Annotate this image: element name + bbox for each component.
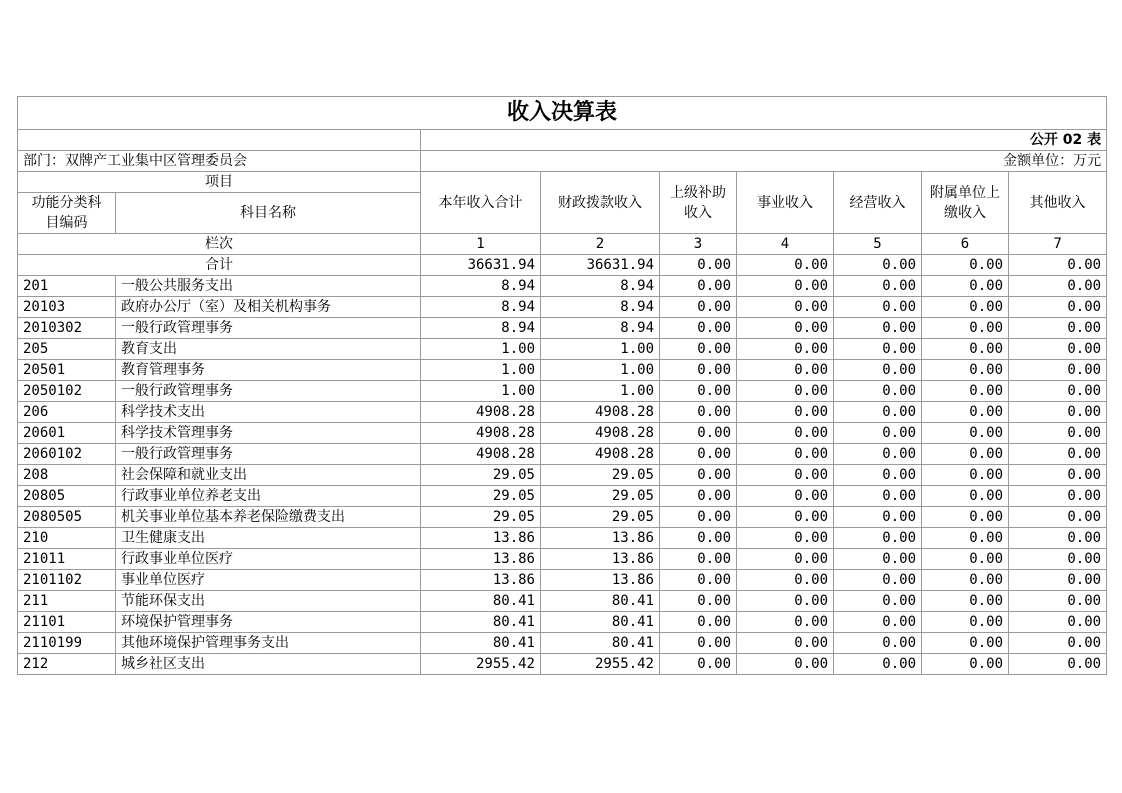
amount-cell: 29.05: [541, 486, 660, 507]
table-row: [18, 654, 1107, 675]
amount-cell: 0.00: [834, 486, 922, 507]
amount-cell: 0.00: [1009, 318, 1107, 339]
amount-cell: 0.00: [1009, 654, 1107, 675]
amount-cell: 0.00: [737, 591, 834, 612]
header-subject-name: 科目名称: [116, 193, 421, 234]
amount-cell: 13.86: [541, 549, 660, 570]
func-code-cell: 20601: [18, 423, 116, 444]
amount-cell: 0.00: [922, 318, 1009, 339]
func-code-cell: 20103: [18, 297, 116, 318]
amount-cell: 0.00: [660, 423, 737, 444]
header-fiscal: 财政拨款收入: [541, 172, 660, 234]
subject-name-cell: 卫生健康支出: [116, 528, 421, 549]
amount-cell: 0.00: [834, 654, 922, 675]
header-other: 其他收入: [1009, 172, 1107, 234]
func-code-cell: 212: [18, 654, 116, 675]
func-code-cell: 2080505: [18, 507, 116, 528]
amount-cell: 0.00: [922, 570, 1009, 591]
table-row: [18, 507, 1107, 528]
amount-cell: 0.00: [737, 444, 834, 465]
func-code-cell: 2110199: [18, 633, 116, 654]
table-row: [18, 612, 1107, 633]
amount-cell: 13.86: [421, 549, 541, 570]
department-label: 部门：双牌产工业集中区管理委员会: [18, 151, 421, 172]
amount-cell: 0.00: [660, 276, 737, 297]
subject-name-cell: 一般公共服务支出: [116, 276, 421, 297]
subject-name-cell: 科学技术支出: [116, 402, 421, 423]
col-index: 7: [1009, 234, 1107, 255]
amount-cell: 80.41: [421, 633, 541, 654]
col-index: 2: [541, 234, 660, 255]
func-code-cell: 208: [18, 465, 116, 486]
amount-cell: 80.41: [421, 612, 541, 633]
amount-cell: 0.00: [660, 654, 737, 675]
amount-cell: 1.00: [541, 360, 660, 381]
table-row: [18, 276, 1107, 297]
amount-cell: 29.05: [541, 507, 660, 528]
amount-cell: 0.00: [737, 633, 834, 654]
amount-cell: 0.00: [834, 570, 922, 591]
amount-cell: 0.00: [660, 486, 737, 507]
amount-cell: 0.00: [660, 633, 737, 654]
amount-cell: 0.00: [1009, 360, 1107, 381]
amount-cell: 0.00: [660, 465, 737, 486]
subject-name-cell: 教育支出: [116, 339, 421, 360]
amount-cell: 1.00: [541, 339, 660, 360]
amount-cell: 0.00: [737, 549, 834, 570]
subject-name-cell: 科学技术管理事务: [116, 423, 421, 444]
amount-cell: 0.00: [1009, 297, 1107, 318]
amount-cell: 0.00: [737, 528, 834, 549]
amount-cell: 80.41: [541, 633, 660, 654]
total-row: [18, 255, 1107, 276]
amount-cell: 0.00: [1009, 444, 1107, 465]
amount-cell: 0.00: [660, 381, 737, 402]
amount-cell: 13.86: [421, 570, 541, 591]
table-row: [18, 339, 1107, 360]
amount-cell: 0.00: [834, 528, 922, 549]
amount-cell: 0.00: [834, 633, 922, 654]
table-row: [18, 318, 1107, 339]
amount-cell: 0.00: [834, 276, 922, 297]
amount-cell: 0.00: [834, 360, 922, 381]
col-index: 6: [922, 234, 1009, 255]
amount-cell: 0.00: [660, 591, 737, 612]
income-final-accounts-table: [17, 96, 1107, 675]
table-row: [18, 360, 1107, 381]
amount-cell: 1.00: [541, 381, 660, 402]
header-func-code: 功能分类科目编码: [18, 193, 116, 234]
amount-cell: 0.00: [737, 318, 834, 339]
amount-cell: 29.05: [421, 486, 541, 507]
amount-cell: 0.00: [737, 402, 834, 423]
func-code-cell: 20805: [18, 486, 116, 507]
func-code-cell: 20501: [18, 360, 116, 381]
amount-cell: 4908.28: [541, 423, 660, 444]
amount-cell: 0.00: [1009, 591, 1107, 612]
amount-cell: 0.00: [922, 549, 1009, 570]
amount-cell: 0.00: [737, 570, 834, 591]
amount-cell: 0.00: [1009, 339, 1107, 360]
amount-cell: 0.00: [737, 339, 834, 360]
subject-name-cell: 政府办公厅（室）及相关机构事务: [116, 297, 421, 318]
total-cell: 36631.94: [541, 255, 660, 276]
amount-cell: 0.00: [922, 444, 1009, 465]
total-label: 合计: [18, 255, 421, 276]
func-code-cell: 21101: [18, 612, 116, 633]
amount-cell: 0.00: [922, 507, 1009, 528]
form-number: 公开 02 表: [421, 130, 1107, 151]
amount-cell: 0.00: [1009, 465, 1107, 486]
amount-cell: 0.00: [922, 402, 1009, 423]
amount-cell: 0.00: [922, 339, 1009, 360]
col-index: 5: [834, 234, 922, 255]
func-code-cell: 21011: [18, 549, 116, 570]
subject-name-cell: 其他环境保护管理事务支出: [116, 633, 421, 654]
amount-cell: 0.00: [660, 318, 737, 339]
amount-cell: 0.00: [737, 486, 834, 507]
amount-cell: 0.00: [922, 633, 1009, 654]
amount-cell: 4908.28: [421, 402, 541, 423]
amount-cell: 0.00: [922, 297, 1009, 318]
subject-name-cell: 事业单位医疗: [116, 570, 421, 591]
amount-cell: 80.41: [541, 591, 660, 612]
table-row: [18, 633, 1107, 654]
unit-label: 金额单位：万元: [421, 151, 1107, 172]
header-total: 本年收入合计: [421, 172, 541, 234]
amount-cell: 0.00: [737, 612, 834, 633]
amount-cell: 0.00: [660, 612, 737, 633]
amount-cell: 4908.28: [541, 444, 660, 465]
amount-cell: 29.05: [421, 465, 541, 486]
amount-cell: 0.00: [1009, 276, 1107, 297]
amount-cell: 0.00: [660, 528, 737, 549]
func-code-cell: 2010302: [18, 318, 116, 339]
table-row: [18, 528, 1107, 549]
table-row: [18, 465, 1107, 486]
header-affiliated: 附属单位上缴收入: [922, 172, 1009, 234]
subject-name-cell: 行政事业单位医疗: [116, 549, 421, 570]
amount-cell: 0.00: [922, 360, 1009, 381]
amount-cell: 0.00: [922, 381, 1009, 402]
row-index-label: 栏次: [18, 234, 421, 255]
col-index: 4: [737, 234, 834, 255]
amount-cell: 0.00: [834, 297, 922, 318]
amount-cell: 4908.28: [421, 444, 541, 465]
table-row: [18, 444, 1107, 465]
amount-cell: 0.00: [737, 381, 834, 402]
subject-name-cell: 一般行政管理事务: [116, 381, 421, 402]
amount-cell: 0.00: [922, 528, 1009, 549]
amount-cell: 1.00: [421, 381, 541, 402]
header-operating: 经营收入: [834, 172, 922, 234]
amount-cell: 0.00: [1009, 549, 1107, 570]
col-index: 1: [421, 234, 541, 255]
amount-cell: 2955.42: [421, 654, 541, 675]
amount-cell: 0.00: [922, 654, 1009, 675]
amount-cell: 4908.28: [421, 423, 541, 444]
amount-cell: 13.86: [541, 528, 660, 549]
amount-cell: 0.00: [834, 444, 922, 465]
amount-cell: 0.00: [660, 297, 737, 318]
amount-cell: 0.00: [737, 654, 834, 675]
func-code-cell: 211: [18, 591, 116, 612]
amount-cell: 0.00: [1009, 612, 1107, 633]
func-code-cell: 2060102: [18, 444, 116, 465]
amount-cell: 0.00: [660, 570, 737, 591]
table-row: [18, 423, 1107, 444]
func-code-cell: 2050102: [18, 381, 116, 402]
form-spacer: [18, 130, 421, 151]
func-code-cell: 201: [18, 276, 116, 297]
amount-cell: 0.00: [834, 381, 922, 402]
subject-name-cell: 行政事业单位养老支出: [116, 486, 421, 507]
header-project: 项目: [18, 172, 421, 193]
amount-cell: 0.00: [737, 465, 834, 486]
amount-cell: 0.00: [660, 549, 737, 570]
amount-cell: 0.00: [660, 360, 737, 381]
func-code-cell: 206: [18, 402, 116, 423]
col-index: 3: [660, 234, 737, 255]
amount-cell: 4908.28: [541, 402, 660, 423]
amount-cell: 0.00: [834, 402, 922, 423]
func-code-cell: 205: [18, 339, 116, 360]
amount-cell: 0.00: [660, 507, 737, 528]
func-code-cell: 210: [18, 528, 116, 549]
total-cell: 36631.94: [421, 255, 541, 276]
amount-cell: 0.00: [922, 276, 1009, 297]
header-superior: 上级补助收入: [660, 172, 737, 234]
amount-cell: 0.00: [737, 297, 834, 318]
amount-cell: 8.94: [421, 276, 541, 297]
subject-name-cell: 机关事业单位基本养老保险缴费支出: [116, 507, 421, 528]
table-row: [18, 381, 1107, 402]
amount-cell: 8.94: [541, 297, 660, 318]
amount-cell: 0.00: [922, 423, 1009, 444]
amount-cell: 0.00: [834, 465, 922, 486]
amount-cell: 0.00: [737, 507, 834, 528]
amount-cell: 8.94: [541, 318, 660, 339]
amount-cell: 13.86: [541, 570, 660, 591]
amount-cell: 0.00: [737, 276, 834, 297]
amount-cell: 8.94: [421, 318, 541, 339]
table-row: [18, 591, 1107, 612]
amount-cell: 0.00: [834, 507, 922, 528]
amount-cell: 0.00: [1009, 570, 1107, 591]
total-cell: 0.00: [737, 255, 834, 276]
amount-cell: 0.00: [1009, 402, 1107, 423]
amount-cell: 29.05: [421, 507, 541, 528]
amount-cell: 8.94: [421, 297, 541, 318]
amount-cell: 0.00: [660, 402, 737, 423]
total-cell: 0.00: [660, 255, 737, 276]
subject-name-cell: 一般行政管理事务: [116, 318, 421, 339]
amount-cell: 0.00: [834, 423, 922, 444]
amount-cell: 0.00: [1009, 423, 1107, 444]
amount-cell: 0.00: [834, 339, 922, 360]
amount-cell: 2955.42: [541, 654, 660, 675]
subject-name-cell: 教育管理事务: [116, 360, 421, 381]
amount-cell: 0.00: [834, 591, 922, 612]
subject-name-cell: 城乡社区支出: [116, 654, 421, 675]
amount-cell: 8.94: [541, 276, 660, 297]
amount-cell: 0.00: [922, 591, 1009, 612]
table-row: [18, 486, 1107, 507]
amount-cell: 0.00: [1009, 528, 1107, 549]
amount-cell: 0.00: [922, 465, 1009, 486]
amount-cell: 0.00: [660, 339, 737, 360]
amount-cell: 0.00: [737, 423, 834, 444]
func-code-cell: 2101102: [18, 570, 116, 591]
amount-cell: 0.00: [737, 360, 834, 381]
amount-cell: 0.00: [1009, 381, 1107, 402]
amount-cell: 80.41: [421, 591, 541, 612]
amount-cell: 0.00: [922, 486, 1009, 507]
table-row: [18, 297, 1107, 318]
amount-cell: 1.00: [421, 339, 541, 360]
total-cell: 0.00: [922, 255, 1009, 276]
total-cell: 0.00: [834, 255, 922, 276]
table-row: [18, 570, 1107, 591]
amount-cell: 1.00: [421, 360, 541, 381]
amount-cell: 0.00: [1009, 507, 1107, 528]
amount-cell: 29.05: [541, 465, 660, 486]
amount-cell: 0.00: [834, 549, 922, 570]
amount-cell: 80.41: [541, 612, 660, 633]
table-row: [18, 402, 1107, 423]
amount-cell: 13.86: [421, 528, 541, 549]
subject-name-cell: 节能环保支出: [116, 591, 421, 612]
header-business: 事业收入: [737, 172, 834, 234]
total-cell: 0.00: [1009, 255, 1107, 276]
amount-cell: 0.00: [1009, 633, 1107, 654]
amount-cell: 0.00: [1009, 486, 1107, 507]
amount-cell: 0.00: [922, 612, 1009, 633]
table-row: [18, 549, 1107, 570]
amount-cell: 0.00: [834, 318, 922, 339]
amount-cell: 0.00: [834, 612, 922, 633]
subject-name-cell: 一般行政管理事务: [116, 444, 421, 465]
subject-name-cell: 社会保障和就业支出: [116, 465, 421, 486]
amount-cell: 0.00: [660, 444, 737, 465]
table-title: 收入决算表: [18, 97, 1107, 130]
subject-name-cell: 环境保护管理事务: [116, 612, 421, 633]
